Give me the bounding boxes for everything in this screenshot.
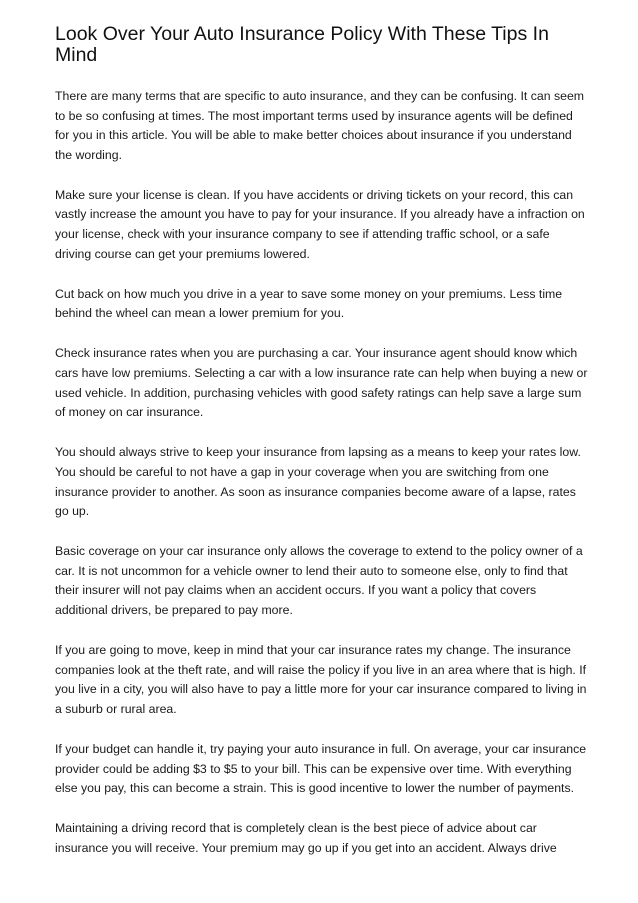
paragraph-check-rates: Check insurance rates when you are purchasing a car. Your insurance agent should know which cars have low premiums. Selecting a car with a low insurance rate can help when buying a new or used vehicle. In addition, purchasing vehicles with good safety ratings can help save a large sum of money on car insurance.: [55, 346, 588, 420]
paragraph-clean-license: Make sure your license is clean. If you have accidents or driving tickets on your record, this can vastly increase the amount you have to pay for your insurance. If you already have a infraction on your license, check with your insurance company to see if attending traffic school, or a safe driving course can get your premiums lowered.: [55, 187, 585, 261]
paragraph-moving: If you are going to move, keep in mind that your car insurance rates my change. The insurance companies look at the theft rate, and will raise the policy if you live in an area where that is high. If you live in a city, you will also have to pay a little more for your car insurance compared to living in a suburb or rural area.: [55, 643, 587, 716]
document-body: [55, 87, 588, 858]
paragraph-license-terms: There are many terms that are specific to auto insurance, and they can be confusing. It can seem to be so confusing at times. The most important terms used by insurance agents will be defined for you in this article. You will be able to make better choices about insurance if you understand the wording.: [55, 89, 585, 162]
paragraph-drive-less: Cut back on how much you drive in a year to save some money on your premiums. Less time behind the wheel can mean a lower premium for you.: [55, 286, 563, 321]
paragraph-basic-coverage: Basic coverage on your car insurance only allows the coverage to extend to the policy owner of a car. It is not uncommon for a vehicle owner to lend their auto to someone else, only to find that their insurer will not pay claims when an accident occurs. If you want a policy that covers additional drivers, be prepared to pay more.: [55, 544, 583, 617]
paragraph-clean-record: Maintaining a driving record that is completely clean is the best piece of advice about car insurance you will receive. Your premium may go up if you get into an accident. Always drive: [55, 821, 557, 855]
document-page: [55, 24, 588, 879]
paragraph-pay-in-full: If your budget can handle it, try paying your auto insurance in full. On average, your car insurance provider could be adding $3 to $5 to your bill. This can be expensive over time. With everything else you pay, this can become a strain. This is good incentive to lower the number of payments.: [55, 741, 587, 796]
document-title: Look Over Your Auto Insurance Policy With These Tips In Mind: [55, 23, 549, 66]
paragraph-avoid-lapse: You should always strive to keep your insurance from lapsing as a means to keep your rates low. You should be careful to not have a gap in your coverage when you are switching from one insurance provider to another. As soon as insurance companies become aware of a lapse, rates go up.: [55, 445, 581, 519]
